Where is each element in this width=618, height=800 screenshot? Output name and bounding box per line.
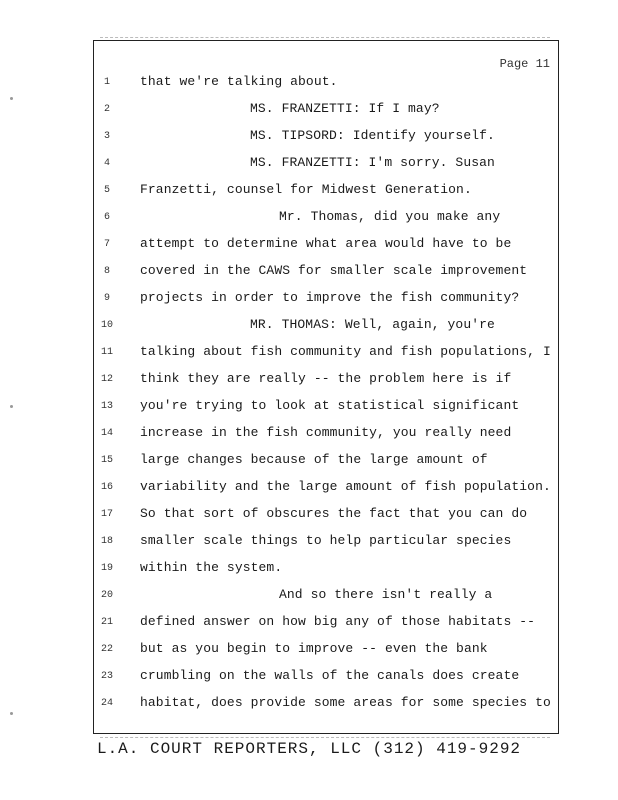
transcript-line (94, 155, 558, 182)
line-text: MS. FRANZETTI: If I may? (250, 101, 440, 116)
line-number: 17 (100, 509, 113, 520)
line-text: you're trying to look at statistical significant (140, 398, 520, 413)
top-rule (100, 37, 550, 38)
line-text: projects in order to improve the fish community? (140, 290, 520, 305)
line-text: but as you begin to improve -- even the bank (140, 641, 488, 656)
line-text: covered in the CAWS for smaller scale improvement (140, 263, 528, 278)
line-number: 18 (100, 536, 113, 547)
line-text: defined answer on how big any of those habitats -- (140, 614, 536, 629)
line-number: 14 (100, 428, 113, 439)
line-number: 24 (100, 698, 113, 709)
transcript-line (94, 398, 558, 425)
line-number: 23 (100, 671, 113, 682)
line-number: 20 (100, 590, 113, 601)
line-number: 19 (100, 563, 113, 574)
bottom-rule (100, 737, 550, 738)
transcript-line (94, 344, 558, 371)
line-number: 7 (103, 239, 110, 250)
line-number: 16 (100, 482, 113, 493)
line-number: 21 (100, 617, 113, 628)
reporter-footer: L.A. COURT REPORTERS, LLC (312) 419-9292 (96, 740, 522, 758)
line-number: 2 (103, 104, 110, 115)
line-number: 9 (103, 293, 110, 304)
line-number: 8 (103, 266, 110, 277)
transcript-line (94, 290, 558, 317)
line-text: variability and the large amount of fish population. (140, 479, 551, 494)
transcript-line (94, 533, 558, 560)
transcript-line (94, 263, 558, 290)
line-text: that we're talking about. (140, 74, 338, 89)
line-text: MS. TIPSORD: Identify yourself. (250, 128, 495, 143)
transcript-line (94, 560, 558, 587)
transcript-line (94, 506, 558, 533)
transcript-line (94, 74, 558, 101)
line-text: crumbling on the walls of the canals does create (140, 668, 520, 683)
line-text: And so there isn't really a (279, 587, 493, 602)
line-number: 5 (103, 185, 110, 196)
transcript-lines (94, 74, 558, 722)
line-text: within the system. (140, 560, 283, 575)
transcript-line (94, 101, 558, 128)
transcript-line (94, 668, 558, 695)
line-text: talking about fish community and fish populations, I (140, 344, 551, 359)
transcript-line (94, 182, 558, 209)
line-text: increase in the fish community, you really need (140, 425, 512, 440)
scan-mark (10, 97, 13, 100)
line-number: 3 (103, 131, 110, 142)
line-text: smaller scale things to help particular species (140, 533, 512, 548)
transcript-line (94, 452, 558, 479)
page-number: Page 11 (499, 57, 550, 71)
line-text: MR. THOMAS: Well, again, you're (250, 317, 495, 332)
line-text: So that sort of obscures the fact that you can do (140, 506, 528, 521)
transcript-line (94, 614, 558, 641)
transcript-line (94, 371, 558, 398)
line-number: 11 (100, 347, 113, 358)
transcript-line (94, 641, 558, 668)
line-number: 4 (103, 158, 110, 169)
line-number: 13 (100, 401, 113, 412)
transcript-line (94, 209, 558, 236)
transcript-line (94, 236, 558, 263)
transcript-line (94, 425, 558, 452)
line-text: think they are really -- the problem here is if (140, 371, 512, 386)
line-text: MS. FRANZETTI: I'm sorry. Susan (250, 155, 495, 170)
transcript-line (94, 128, 558, 155)
transcript-page (93, 40, 559, 734)
line-text: Franzetti, counsel for Midwest Generation. (140, 182, 472, 197)
line-number: 22 (100, 644, 113, 655)
transcript-line (94, 317, 558, 344)
transcript-line (94, 695, 558, 722)
transcript-line (94, 587, 558, 614)
line-text: attempt to determine what area would have to be (140, 236, 512, 251)
line-number: 1 (103, 77, 110, 88)
scan-mark (10, 405, 13, 408)
line-text: large changes because of the large amount of (140, 452, 488, 467)
line-text: habitat, does provide some areas for some species to (140, 695, 551, 710)
line-number: 6 (103, 212, 110, 223)
line-number: 12 (100, 374, 113, 385)
scan-mark (10, 712, 13, 715)
line-number: 10 (100, 320, 113, 331)
transcript-line (94, 479, 558, 506)
line-text: Mr. Thomas, did you make any (279, 209, 501, 224)
line-number: 15 (100, 455, 113, 466)
